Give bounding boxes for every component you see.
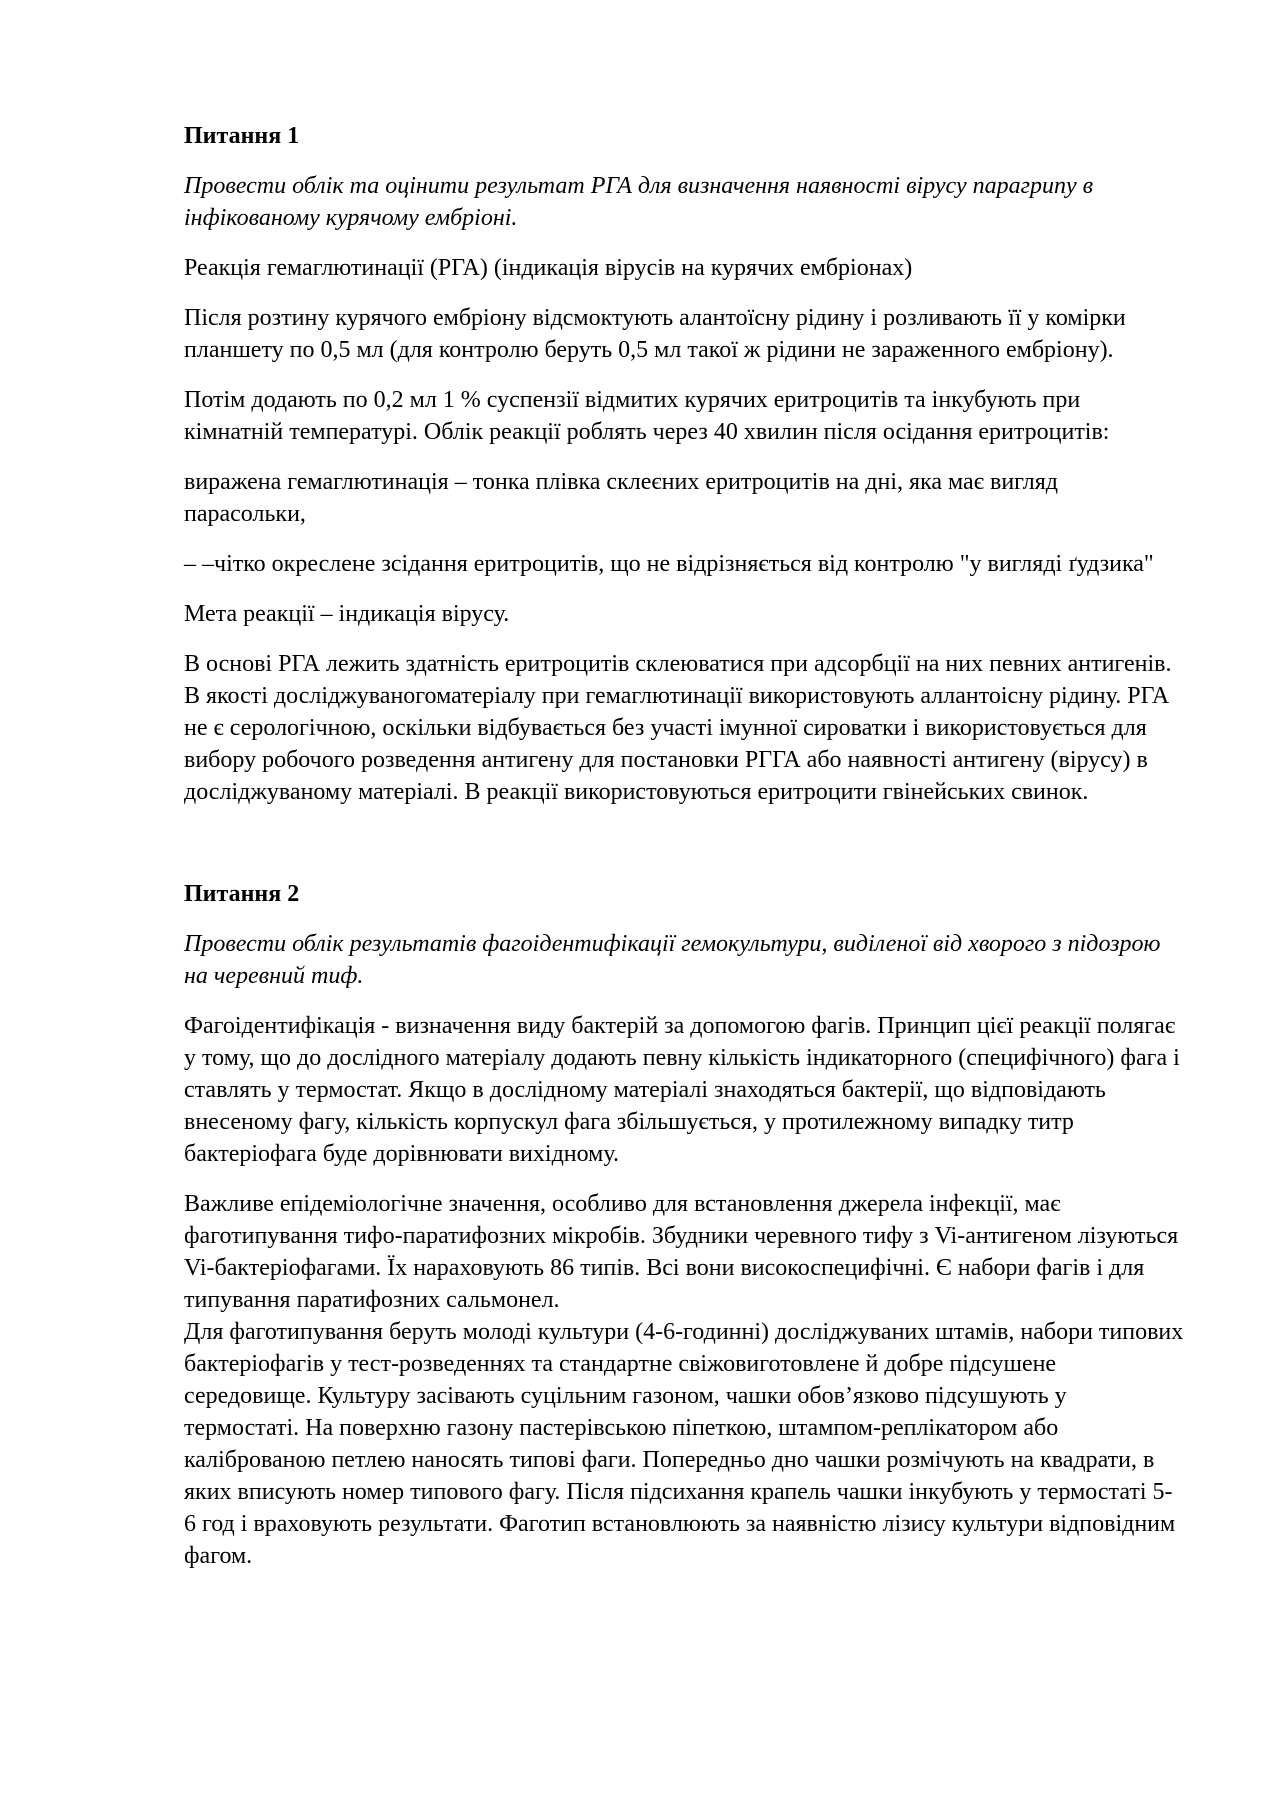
question-2-paragraph: Для фаготипування беруть молоді культури (4-6-годинні) досліджуваних штамів, набори типових бактеріофагів у тест-розведеннях та стандартне свіжовиготовлене й добре підсушене середовище. Культуру засівають суцільним газоном, чашки обов’язково підсушують у термостаті. На поверхню газону пастерівською піпеткою, штампом-реплікатором або каліброваною петлею наносять типові фаги. Попередньо дно чашки розмічують на квадрати, в яких вписують номер типового фагу. Після підсихання крапель чашки інкубують у термостаті 5-6 год і враховують результати. Фаготип встановлюють за наявністю лізису культури відповідним фагом. [184,1319,1184,1569]
question-1-paragraph: – –чітко окреслене зсідання еритроцитів, що не відрізняється від контролю "у вигляді ґудзика" [184,551,1154,577]
question-1-paragraph: Потім додають по 0,2 мл 1 % суспензії відмитих курячих еритроцитів та інкубують при кімнатній температурі. Облік реакції роблять через 40 хвилин після осідання еритроцитів: [184,387,1110,445]
question-1-paragraph: виражена гемаглютинація – тонка плівка склеєних еритроцитів на дні, яка має вигляд парасольки, [184,469,1059,527]
question-2-paragraph: Важливе епідеміологічне значення, особливо для встановлення джерела інфекції, має фаготипування тифо-паратифозних мікробів. Збудники черевного тифу з Vi-антигеном лізуються Vi-бактеріофагами. Їх нараховують 86 типів. Всі вони високоспецифічні. Є набори фагів і для типування паратифозних сальмонел. [184,1191,1179,1313]
question-1-section [184,120,1184,808]
question-2-heading: Питання 2 [184,881,300,907]
question-1-paragraph: Мета реакції – індикація вірусу. [184,601,510,627]
document-page [184,120,1184,1590]
question-2-paragraph: Фагоідентифікація - визначення виду бактерій за допомогою фагів. Принцип цієї реакції полягає у тому, що до дослідного матеріалу додають певну кількість індикаторного (специфічного) фага і ставлять у термостат. Якщо в дослідному матеріалі знаходяться бактерії, що відповідають внесеному фагу, кількість корпускул фага збільшується, у протилежному випадку титр бактеріофага буде дорівнювати вихідному. [184,1013,1180,1167]
question-1-task: Провести облік та оцінити результат РГА для визначення наявності вірусу парагрипу в інфікованому курячому ембріоні. [184,173,1094,231]
question-2-task: Провести облік результатів фагоідентифікації гемокультури, виділеної від хворого з підозрою на черевний тиф. [184,931,1161,989]
question-1-paragraph: В основі РГА лежить здатність еритроцитів склеюватися при адсорбції на них певних антигенів. В якості досліджуваногоматеріалу при гемаглютинації використовують аллантоісну рідину. РГА не є серологічною, оскільки відбувається без участі імунної сироватки і використовується для вибору робочого розведення антигену для постановки РГГА або наявності антигену (вірусу) в досліджуваному матеріалі. В реакції використовуються еритроцити гвінейських свинок. [184,651,1172,805]
question-1-paragraph: Після розтину курячого ембріону відсмоктують алантоїсну рідину і розливають її у комірки планшету по 0,5 мл (для контролю беруть 0,5 мл такої ж рідини не зараженного ембріону). [184,305,1126,363]
question-2-section [184,878,1184,1572]
question-1-heading: Питання 1 [184,123,300,149]
question-1-paragraph: Реакція гемаглютинації (РГА) (індикація вірусів на курячих ембріонах) [184,255,913,281]
section-spacer [184,826,1184,878]
